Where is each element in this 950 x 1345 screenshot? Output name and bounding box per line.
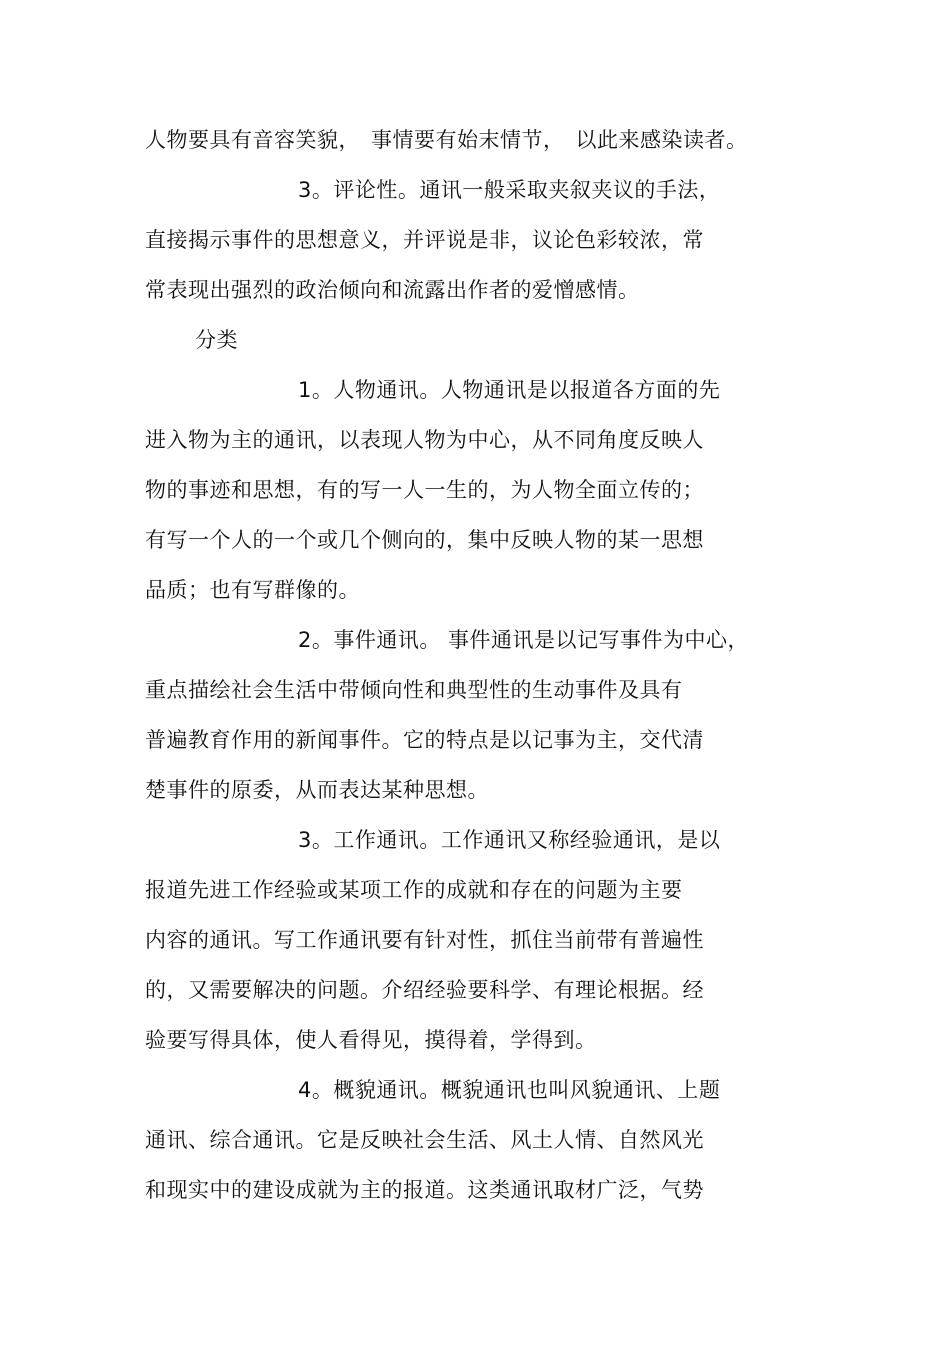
- text-line: 人物要具有音容笑貌， 事情要有始末情节， 以此来感染读者。: [145, 128, 748, 152]
- text-line: 的，又需要解决的问题。介绍经验要科学、有理论根据。经: [145, 978, 704, 1002]
- text-line: 内容的通讯。写工作通讯要有针对性，抓住当前带有普遍性: [145, 928, 704, 952]
- text-line: 1。人物通讯。人物通讯是以报道各方面的先: [298, 378, 721, 402]
- text-line: 物的事迹和思想，有的写一人一生的，为人物全面立传的；: [145, 478, 704, 502]
- text-line: 楚事件的原委，从而表达某种思想。: [145, 778, 489, 802]
- text-line: 进入物为主的通讯，以表现人物为中心，从不同角度反映人: [145, 428, 704, 452]
- text-line: 3。工作通讯。工作通讯又称经验通讯，是以: [298, 828, 721, 852]
- text-line: 直接揭示事件的思想意义，并评说是非，议论色彩较浓，常: [145, 228, 704, 252]
- text-line: 和现实中的建设成就为主的报道。这类通讯取材广泛，气势: [145, 1178, 704, 1202]
- text-line: 有写一个人的一个或几个侧向的，集中反映人物的某一思想: [145, 528, 704, 552]
- text-line: 3。评论性。通讯一般采取夹叙夹议的手法，: [298, 178, 721, 202]
- text-line: 验要写得具体，使人看得见，摸得着，学得到。: [145, 1028, 597, 1052]
- text-line: 4。概貌通讯。概貌通讯也叫风貌通讯、上题: [298, 1078, 721, 1102]
- text-line: 普遍教育作用的新闻事件。它的特点是以记事为主，交代清: [145, 728, 704, 752]
- text-line: 重点描绘社会生活中带倾向性和典型性的生动事件及具有: [145, 678, 683, 702]
- text-line: 报道先进工作经验或某项工作的成就和存在的问题为主要: [145, 878, 683, 902]
- text-line: 品质；也有写群像的。: [145, 578, 360, 602]
- text-line: 通讯、综合通讯。它是反映社会生活、风土人情、自然风光: [145, 1128, 704, 1152]
- section-heading: 分类: [195, 328, 238, 352]
- text-line: 常表现出强烈的政治倾向和流露出作者的爱憎感情。: [145, 278, 640, 302]
- text-line: 2。事件通讯。 事件通讯是以记写事件为中心，: [298, 628, 750, 652]
